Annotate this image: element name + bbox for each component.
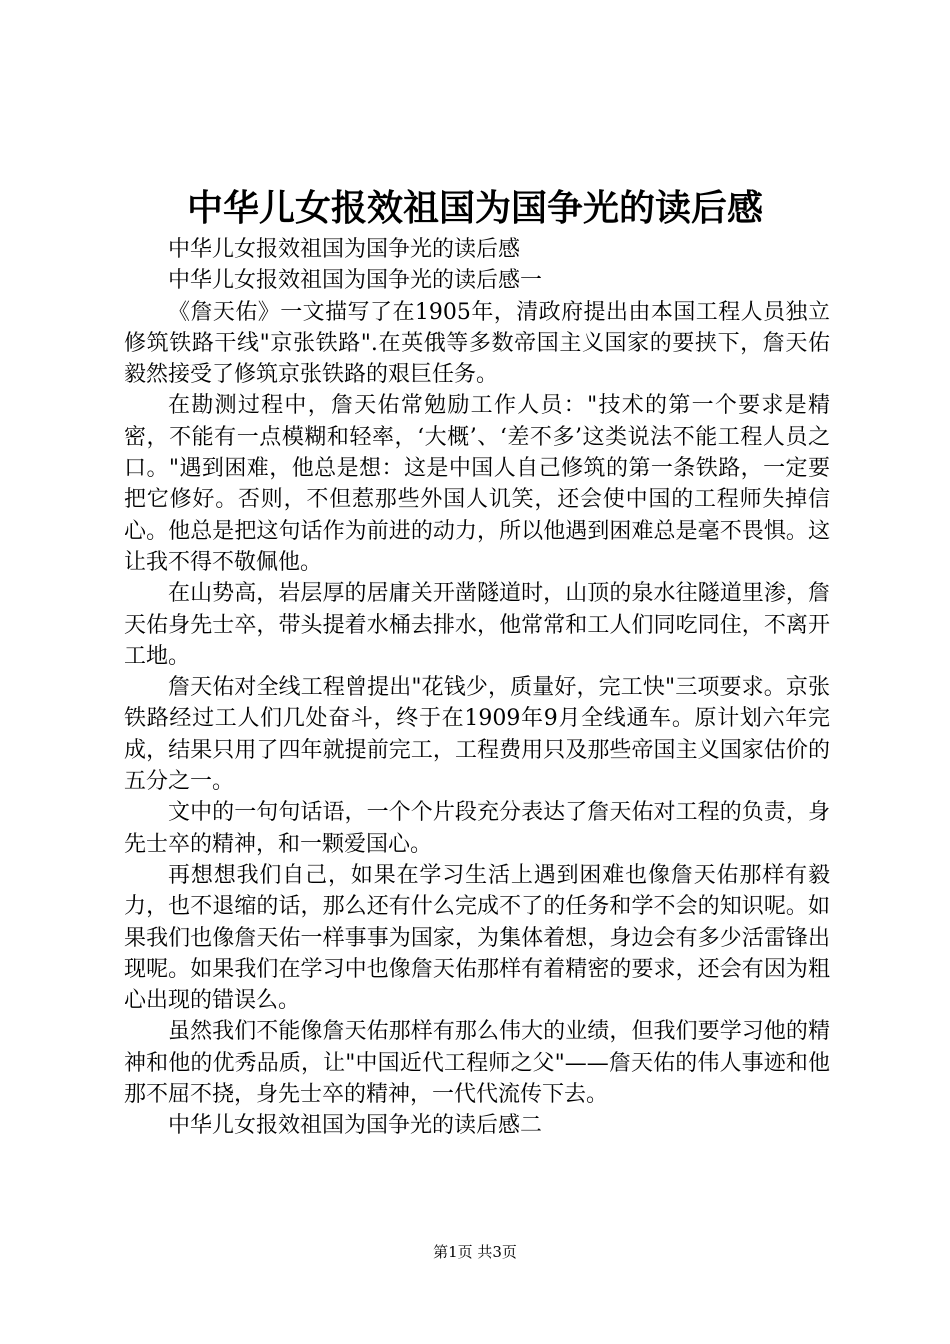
paragraph: 再想想我们自己，如果在学习生活上遇到困难也像詹天佑那样有毅力，也不退缩的话，那么还有什么完成不了的任务和学不会的知识呢。如果我们也像詹天佑一样事事为国家，为集体着想，身边会有多少活雷锋出现呢。如果我们在学习中也像詹天佑那样有着精密的要求，还会有因为粗心出现的错误么。 — [124, 862, 830, 1014]
paragraph: 在勘测过程中，詹天佑常勉励工作人员："技术的第一个要求是精密，不能有一点模糊和轻率，‘大概’、‘差不多’这类说法不能工程人员之口。"遇到困难，他总是想：这是中国人自己修筑的第一条铁路，一定要把它修好。否则，不但惹那些外国人讥笑，还会使中国的工程师失掉信心。他总是把这句话作为前进的动力，所以他遇到困难总是毫不畏惧。这让我不得不敬佩他。 — [124, 393, 830, 575]
paragraph-section-heading-2: 中华儿女报效祖国为国争光的读后感二 — [168, 1113, 543, 1139]
paragraph: 虽然我们不能像詹天佑那样有那么伟大的业绩，但我们要学习他的精神和他的优秀品质，让"中国近代工程师之父"——詹天佑的伟人事迹和他那不屈不挠，身先士卒的精神，一代代流传下去。 — [124, 1019, 830, 1108]
paragraph: 詹天佑对全线工程曾提出"花钱少，质量好，完工快"三项要求。京张铁路经过工人们几处奋斗，终于在1909年9月全线通车。原计划六年完成，结果只用了四年就提前完工，工程费用只及那些帝国主义国家估价的五分之一。 — [124, 675, 830, 795]
document-title: 中华儿女报效祖国为国争光的读后感 — [186, 187, 763, 229]
document-body — [124, 234, 830, 1142]
page-footer: 第1页 共3页 — [433, 1243, 517, 1261]
paragraph-subtitle: 中华儿女报效祖国为国争光的读后感 — [168, 237, 521, 262]
paragraph: 《詹天佑》一文描写了在1905年，清政府提出由本国工程人员独立修筑铁路干线"京张铁路".在英俄等多数帝国主义国家的要挟下，詹天佑毅然接受了修筑京张铁路的艰巨任务。 — [124, 299, 830, 388]
paragraph-section-heading-1: 中华儿女报效祖国为国争光的读后感一 — [168, 268, 543, 294]
paragraph: 文中的一句句话语，一个个片段充分表达了詹天佑对工程的负责，身先士卒的精神，和一颗爱国心。 — [124, 800, 830, 857]
paragraph: 在山势高，岩层厚的居庸关开凿隧道时，山顶的泉水往隧道里渗，詹天佑身先士卒，带头提着水桶去排水，他常常和工人们同吃同住，不离开工地。 — [124, 581, 830, 669]
